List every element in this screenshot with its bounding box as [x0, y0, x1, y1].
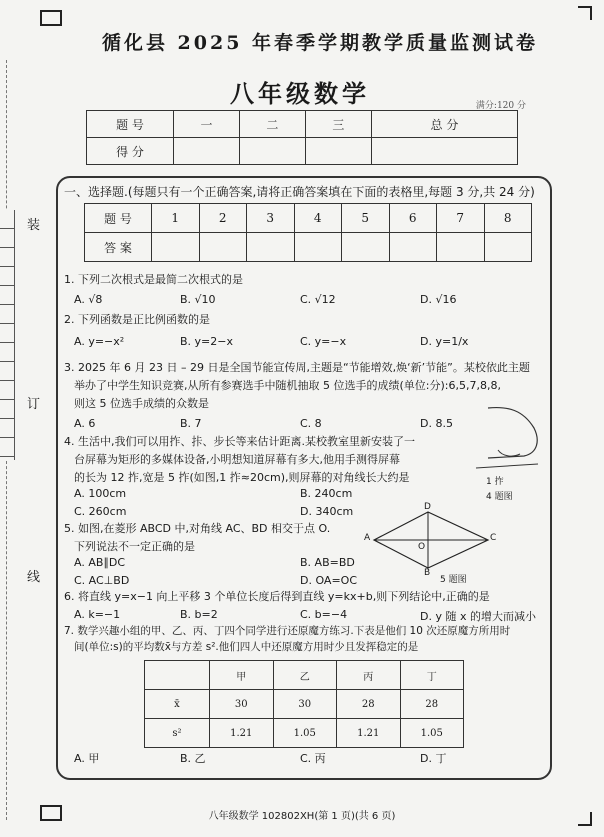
question-4-option-b: B. 240cm — [300, 487, 353, 500]
answer-label: 答 案 — [85, 233, 152, 262]
answer-input[interactable] — [484, 233, 532, 262]
answer-header: 题 号 — [85, 204, 152, 233]
question-6-option-a: A. k=−1 — [74, 608, 121, 621]
score-cell: 一 — [174, 111, 240, 138]
question-3-option-a: A. 6 — [74, 417, 96, 430]
question-6-option-c: C. b=−4 — [300, 608, 348, 621]
score-input[interactable] — [174, 138, 240, 165]
answer-header: 7 — [437, 204, 485, 233]
question-5-option-d: D. OA=OC — [300, 574, 358, 587]
stat-cell: 1.05 — [400, 719, 464, 748]
question-1-option-a: A. √8 — [74, 293, 103, 306]
stat-cell: 30 — [273, 690, 337, 719]
rhombus-point-b: B — [424, 568, 431, 578]
question-5-option-a: A. AB∥DC — [74, 556, 126, 569]
score-table — [86, 110, 518, 165]
question-7-option-c: C. 丙 — [300, 752, 326, 765]
question-4-line-3: 的长为 12 拃,宽是 5 拃(如图,1 拃≈20cm),则屏幕的对角线长大约是 — [74, 471, 410, 484]
stat-header — [145, 661, 210, 690]
question-1-option-c: C. √12 — [300, 293, 336, 306]
stat-header: 丁 — [400, 661, 464, 690]
score-input[interactable] — [371, 138, 517, 165]
statistics-table — [144, 660, 464, 748]
rhombus-point-a: A — [364, 533, 371, 543]
rhombus-point-d: D — [424, 502, 431, 512]
answer-header: 2 — [199, 204, 247, 233]
score-cell: 二 — [239, 111, 305, 138]
subject-title: 八年级数学 — [230, 79, 370, 108]
question-1-stem: 1. 下列二次根式是最简二次根式的是 — [64, 273, 243, 286]
question-3-option-d: D. 8.5 — [420, 417, 453, 430]
registration-mark-top-right — [578, 6, 592, 20]
answer-header: 5 — [342, 204, 390, 233]
question-6-stem: 6. 将直线 y=x−1 向上平移 3 个单位长度后得到直线 y=kx+b,则下列结论中,正确的是 — [64, 590, 490, 603]
registration-mark-top-left — [40, 10, 62, 26]
question-7-line-2: 间(单位:s)的平均数x̄与方差 s².他们四人中还原魔方用时少且发挥稳定的是 — [74, 641, 419, 653]
answer-input[interactable] — [152, 233, 200, 262]
question-7-option-d: D. 丁 — [420, 752, 447, 765]
score-cell: 题 号 — [87, 111, 174, 138]
question-3-line-3: 则这 5 位选手成绩的众数是 — [74, 397, 209, 410]
question-2-option-a: A. y=−x² — [74, 335, 125, 348]
stat-cell: 1.21 — [337, 719, 401, 748]
question-6-option-b: B. b=2 — [180, 608, 218, 621]
question-3-line-1: 3. 2025 年 6 月 23 日 – 29 日是全国节能宣传周,主题是“节能增效,焕‘新’节能”。某校依此主题 — [64, 361, 530, 374]
question-7-line-1: 7. 数学兴趣小组的甲、乙、丙、丁四个同学进行还原魔方练习.下表是他们 10 次还原魔方所用时 — [64, 625, 511, 637]
question-1-option-b: B. √10 — [180, 293, 216, 306]
page-footer: 八年级数学 102802XH(第 1 页)(共 6 页) — [208, 811, 396, 822]
question-5-option-c: C. AC⊥BD — [74, 574, 130, 587]
answer-input[interactable] — [199, 233, 247, 262]
binding-label-xian: 线 — [27, 570, 41, 585]
question-5-line-1: 5. 如图,在菱形 ABCD 中,对角线 AC、BD 相交于点 O. — [64, 522, 331, 535]
answer-header: 8 — [484, 204, 532, 233]
question-6-option-d: D. y 随 x 的增大而减小 — [420, 610, 536, 623]
stat-cell: 1.21 — [210, 719, 274, 748]
answer-table — [84, 203, 532, 262]
answer-input[interactable] — [389, 233, 437, 262]
question-4-line-1: 4. 生活中,我们可以用拃、拤、步长等来估计距离.某校教室里新安装了一 — [64, 435, 415, 448]
question-1-option-d: D. √16 — [420, 293, 457, 306]
question-2-stem: 2. 下列函数是正比例函数的是 — [64, 313, 210, 326]
stat-header: 乙 — [273, 661, 337, 690]
answer-input[interactable] — [342, 233, 390, 262]
question-3-option-c: C. 8 — [300, 417, 322, 430]
question-3-line-2: 举办了中学生知识竞赛,从所有参赛选手中随机抽取 5 位选手的成绩(单位:分):6,5,7,8,8, — [74, 379, 501, 392]
stat-header: 丙 — [337, 661, 401, 690]
question-4-option-c: C. 260cm — [74, 505, 127, 518]
score-cell: 总 分 — [371, 111, 517, 138]
question-5-figure-caption: 5 题图 — [440, 575, 467, 585]
binding-label-ding: 订 — [27, 397, 41, 412]
binding-ticks — [0, 210, 15, 460]
stat-row-label: x̄ — [145, 690, 210, 719]
rhombus-point-c: C — [490, 533, 497, 543]
score-input[interactable] — [239, 138, 305, 165]
section-heading: 一、选择题.(每题只有一个正确答案,请将正确答案填在下面的表格里,每题 3 分,共 24 分) — [64, 185, 535, 199]
binding-label-zhuang: 装 — [27, 218, 41, 233]
answer-input[interactable] — [437, 233, 485, 262]
stat-cell: 30 — [210, 690, 274, 719]
question-4-option-d: D. 340cm — [300, 505, 354, 518]
answer-input[interactable] — [247, 233, 295, 262]
answer-header: 1 — [152, 204, 200, 233]
full-score: 满分:120 分 — [475, 101, 526, 111]
hand-span-label: 1 拃 — [486, 477, 504, 487]
hand-span-figure — [468, 398, 548, 498]
question-7-option-b: B. 乙 — [180, 752, 206, 765]
question-4-figure-caption: 4 题图 — [486, 492, 513, 502]
stat-row-label: s² — [145, 719, 210, 748]
stat-cell: 28 — [337, 690, 401, 719]
question-4-option-a: A. 100cm — [74, 487, 127, 500]
score-input[interactable] — [305, 138, 371, 165]
question-4-line-2: 台屏幕为矩形的多媒体设备,小明想知道屏幕有多大,他用手测得屏幕 — [74, 453, 400, 466]
exam-title: 循化县 2025 年春季学期教学质量监测试卷 — [101, 32, 539, 54]
answer-header: 3 — [247, 204, 295, 233]
question-2-option-c: C. y=−x — [300, 335, 347, 348]
answer-header: 6 — [389, 204, 437, 233]
score-cell: 三 — [305, 111, 371, 138]
question-5-option-b: B. AB=BD — [300, 556, 355, 569]
answer-header: 4 — [294, 204, 342, 233]
answer-input[interactable] — [294, 233, 342, 262]
question-7-option-a: A. 甲 — [74, 752, 100, 765]
question-2-option-b: B. y=2−x — [180, 335, 233, 348]
score-cell: 得 分 — [87, 138, 174, 165]
question-3-option-b: B. 7 — [180, 417, 202, 430]
rhombus-figure — [370, 508, 497, 578]
rhombus-point-o: O — [418, 542, 426, 552]
question-2-option-d: D. y=1/x — [420, 335, 469, 348]
stat-cell: 1.05 — [273, 719, 337, 748]
stat-header: 甲 — [210, 661, 274, 690]
question-5-line-2: 下列说法不一定正确的是 — [74, 540, 195, 553]
stat-cell: 28 — [400, 690, 464, 719]
